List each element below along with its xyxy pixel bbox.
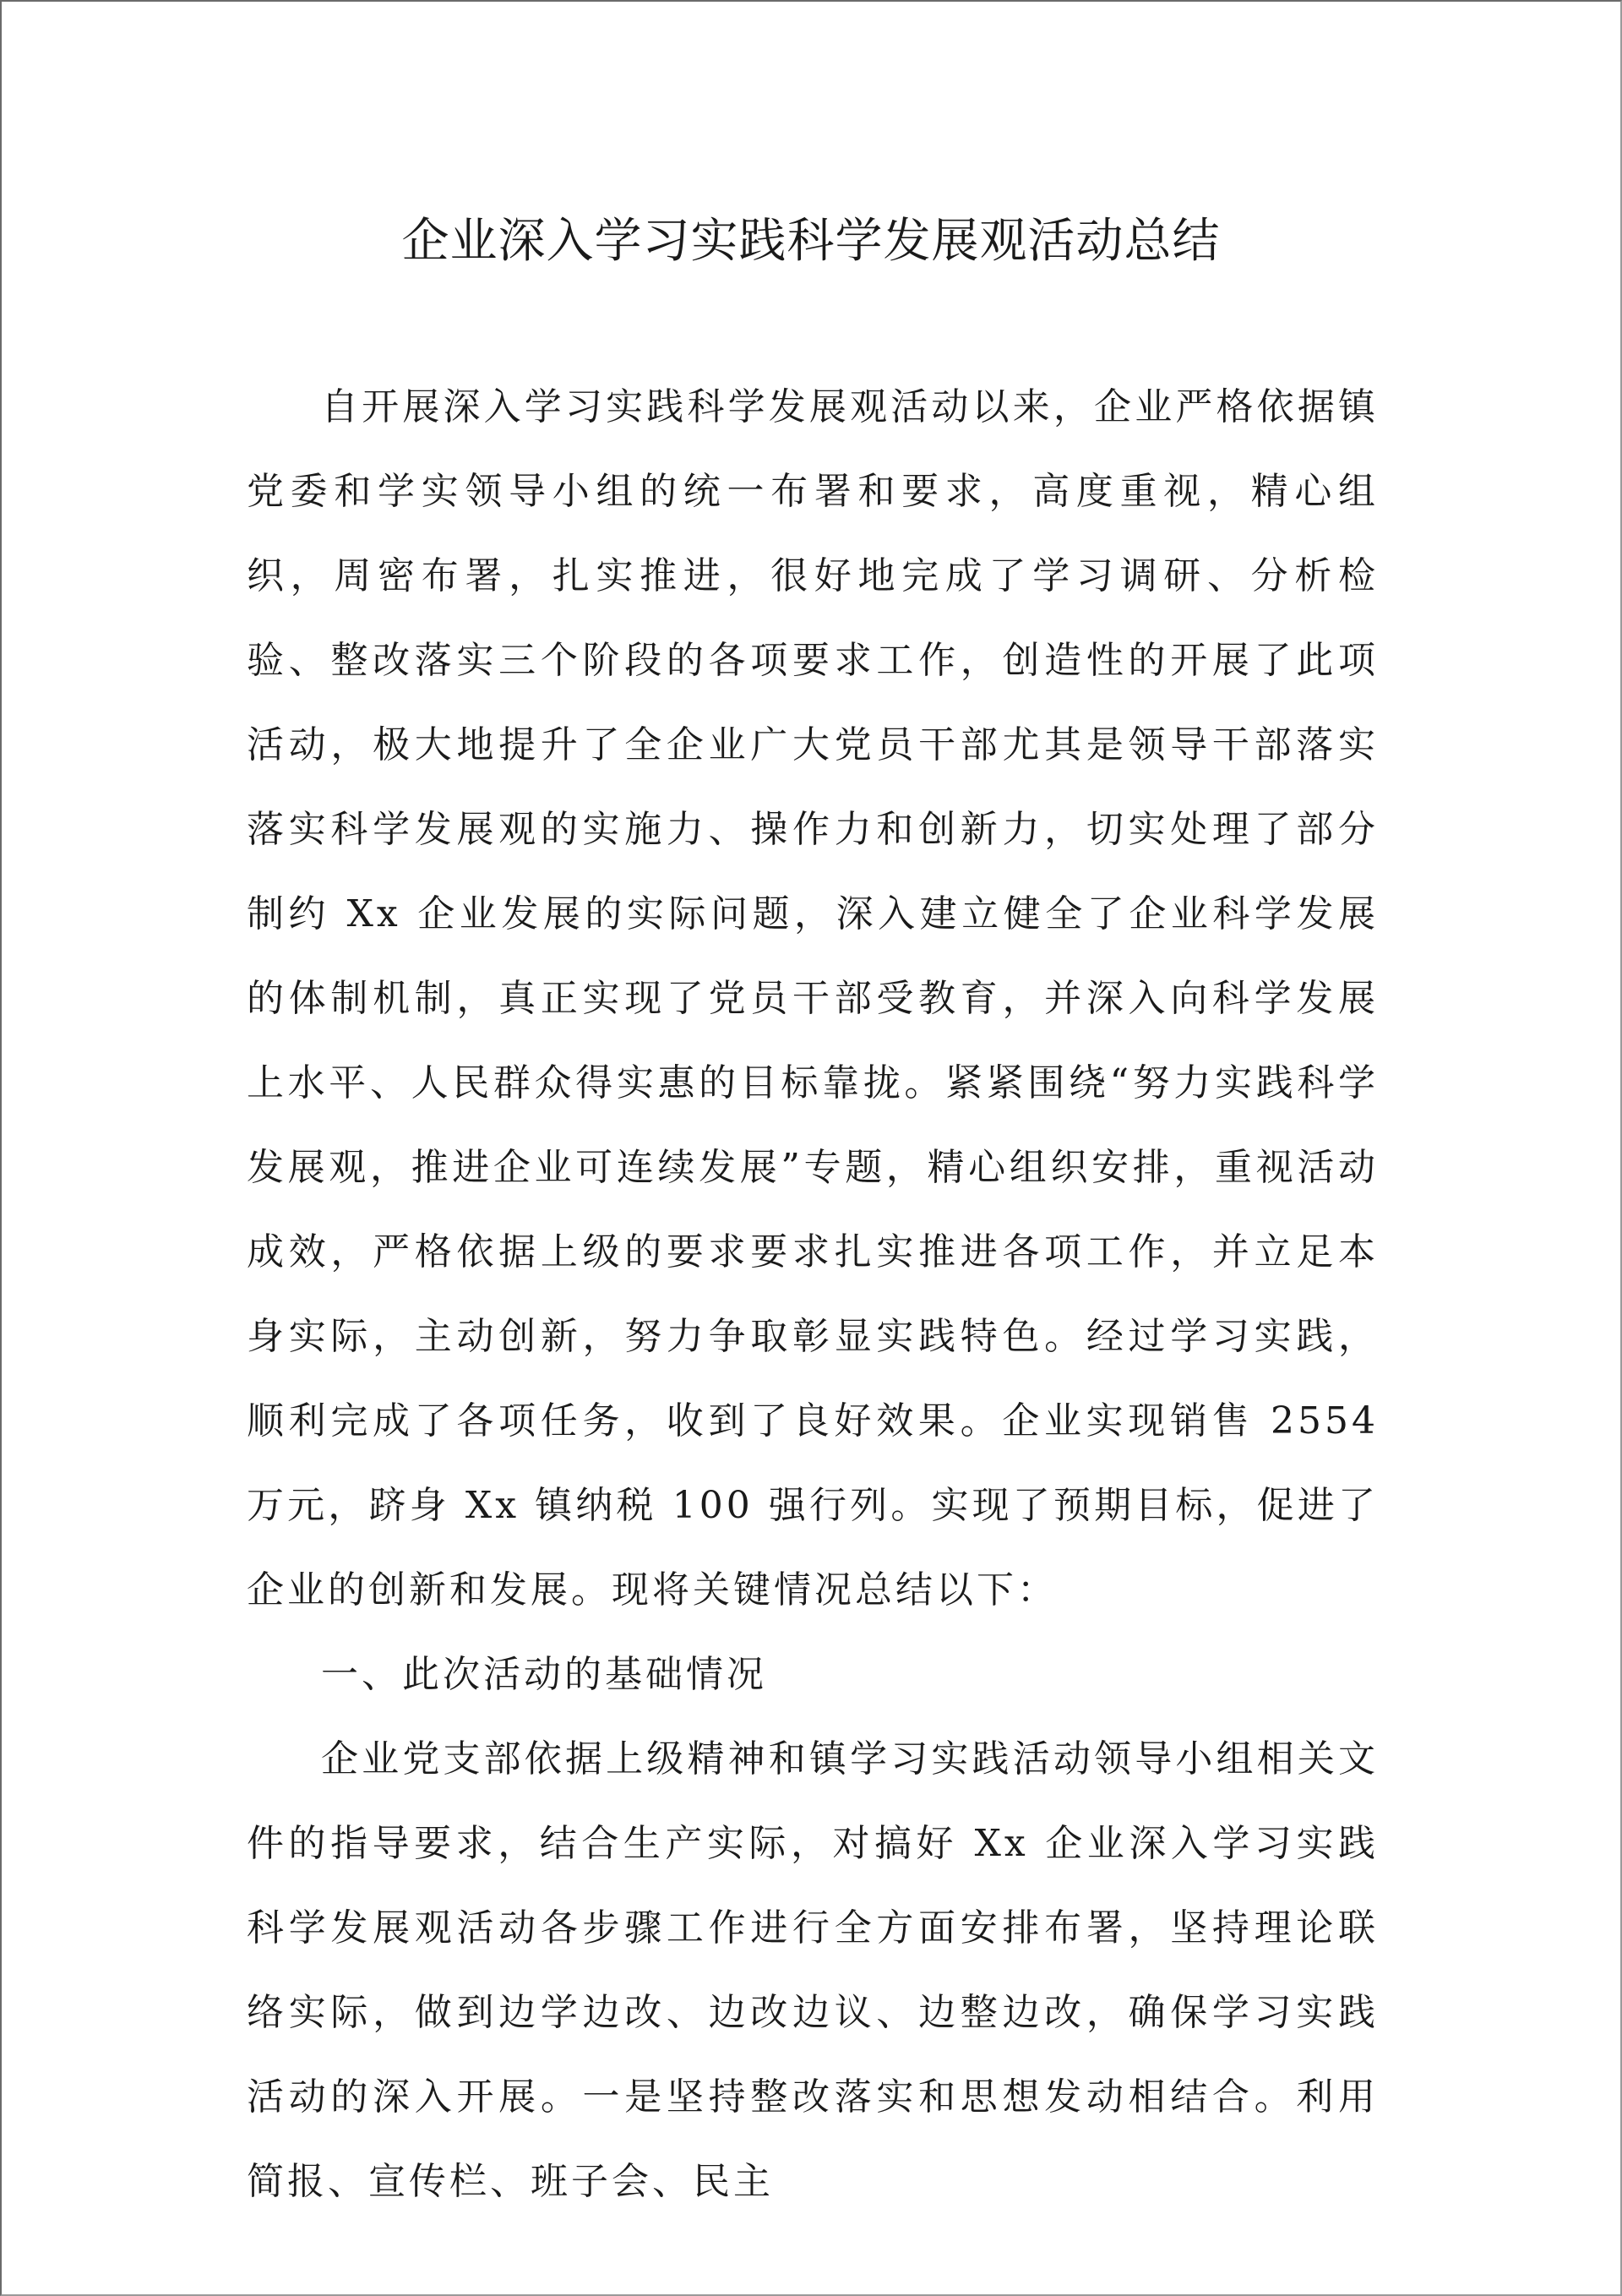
intro-paragraph: 自开展深入学习实践科学发展观活动以来，企业严格依据镇党委和学实领导小组的统一布署和要求，高度重视，精心组织，周密布署，扎实推进，很好地完成了学习调研、分析检验、整改落实三个阶段的各项要求工作，创造性的开展了此项活动，极大地提升了全企业广大党员干部尤其是领导干部落实落实科学发展观的实施力、操作力和创新力，切实处理了部分制约 Xx 企业发展的实际问题，深入建立健全了企业科学发展的体制机制，真正实现了党员干部受教育，并深入向科学发展上水平、人民群众得实惠的目标靠拢。紧紧围绕“努力实践科学发展观，推进企业可连续发展”专题，精心组织安排，重视活动成效，严格依据上级的要求要求扎实推进各项工作，并立足本身实际，主动创新，努力争取彰显实践特色。经过学习实践，顺利完成了各项任务，收到了良好效果。企业实现销售 2554 万元，跻身 Xx 镇纳税 100 强行列。实现了预期目标，促进了企业的创新和发展。现将关键情况总结以下：	[247, 385, 1379, 1612]
section-paragraph: 企业党支部依据上级精神和镇学习实践活动领导小组相关文件的指导要求，结合生产实际，对搞好 Xx 企业深入学习实践科学发展观活动各步骤工作进行全方面安排布署，坚持理论联络实际，做到边学边改、边改边议、边整边改，确保学习实践活动的深入开展。一是坚持整改落实和思想发动相结合。利用简报、宣传栏、班子会、民主	[247, 1737, 1379, 2203]
document-title: 企业深入学习实践科学发展观活动总结	[401, 214, 1221, 269]
document-body	[247, 365, 1379, 2224]
section-heading: 一、此次活动的基础情况	[321, 1653, 767, 1696]
